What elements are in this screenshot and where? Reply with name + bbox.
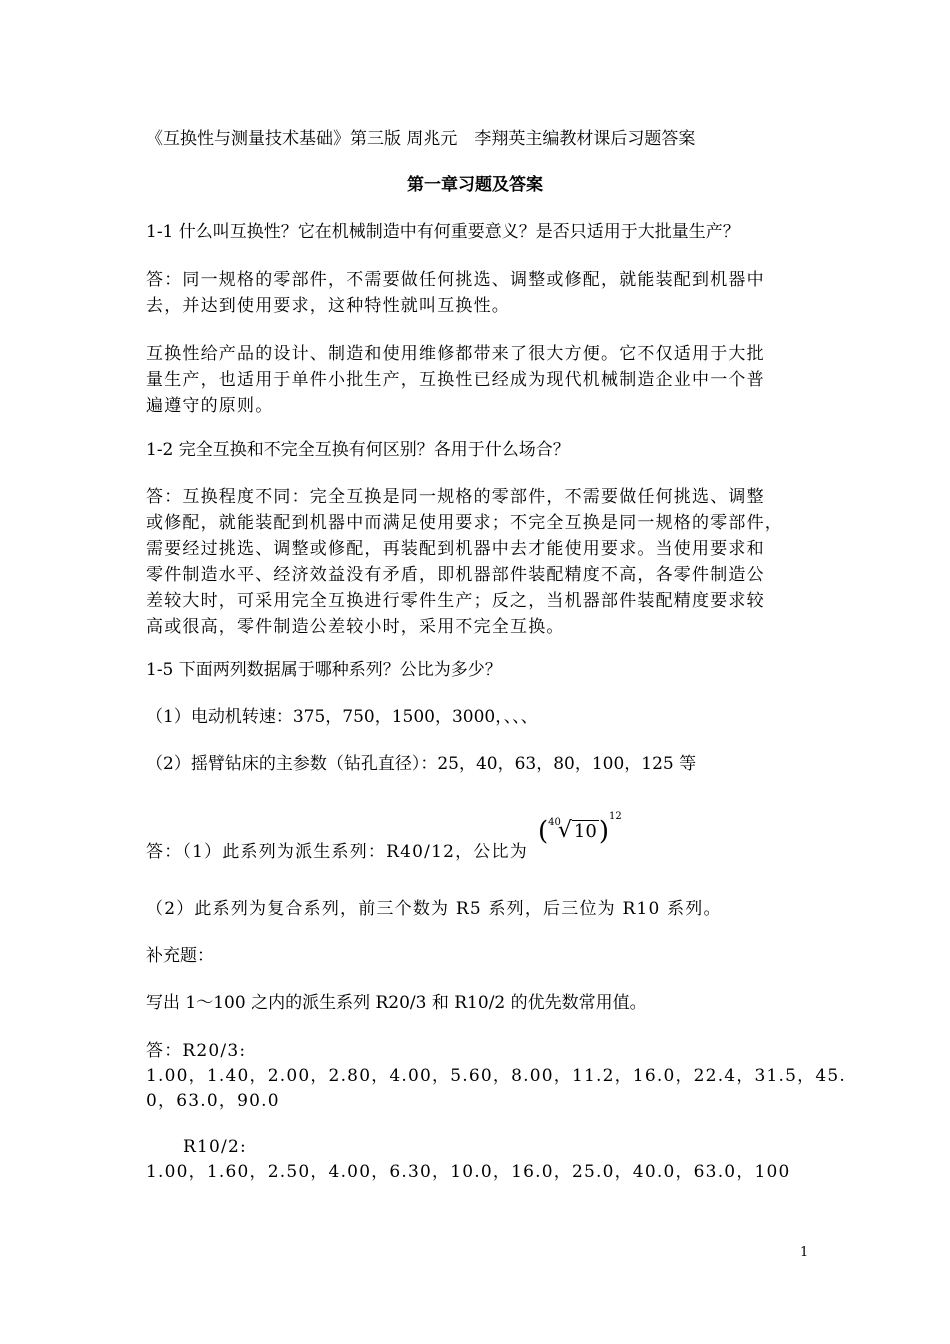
chapter-title: 第一章习题及答案 <box>407 175 543 195</box>
r10-values-line: 1.00，1.60，2.50，4.00，6.30，10.0，16.0，25.0，40.0，63.0，100 <box>146 1162 791 1182</box>
page-number: 1 <box>800 1245 809 1260</box>
answer-1-5-part-1: 答：（1）此系列为派生系列：R40/12，公比为 <box>146 842 528 862</box>
supplement-question: 写出 1～100 之内的派生系列 R20/3 和 R10/2 的优先数常用值。 <box>146 993 647 1013</box>
answer-1-2-line-4: 零件制造水平、经济效益没有矛盾，即机器部件装配精度不高，各零件制造公 <box>146 565 765 585</box>
question-1-5-item-1: （1）电动机转速：375，750，1500，3000，、、、 <box>146 707 538 727</box>
question-1-2: 1-2 完全互换和不完全互换有何区别？各用于什么场合？ <box>146 440 570 460</box>
answer-1-5-part-2: （2）此系列为复合系列，前三个数为 R5 系列，后三位为 R10 系列。 <box>146 899 722 919</box>
formula-right-paren: ) <box>598 816 609 847</box>
answer-1-2-line-3: 需要经过挑选、调整或修配，再装配到机器中去才能使用要求。当使用要求和 <box>146 539 765 559</box>
answer-1-2-line-5: 差较大时，可采用完全互换进行零件生产；反之，当机器部件装配精度要求较 <box>146 591 765 611</box>
answer-1-2-line-2: 或修配，就能装配到机器中而满足使用要求；不完全互换是同一规格的零部件， <box>146 513 783 533</box>
formula-exponent: 12 <box>608 811 622 822</box>
supplement-heading: 补充题： <box>146 946 214 966</box>
question-1-1: 1-1 什么叫互换性？它在机械制造中有何重要意义？是否只适用于大批量生产？ <box>146 222 740 242</box>
formula-left-paren: ( <box>538 816 549 847</box>
formula-radicand: 10 <box>573 821 597 842</box>
radical-sign-icon: √ <box>557 818 572 843</box>
paragraph-1-1-line-3: 遍遵守的原则。 <box>146 396 274 416</box>
answer-1-2-line-1: 答：互换程度不同：完全互换是同一规格的零部件，不需要做任何挑选、调整 <box>146 487 765 507</box>
r10-label: R10/2: <box>183 1137 247 1157</box>
question-1-5: 1-5 下面两列数据属于哪种系列？公比为多少？ <box>146 660 502 680</box>
formula-root-index: 40 <box>548 817 561 828</box>
question-1-5-item-2: （2）摇臂钻床的主参数（钻孔直径）：25，40，63，80，100，125 等 <box>146 754 697 774</box>
supplement-answer-label: 答：R20/3: <box>146 1041 247 1061</box>
answer-1-1-line-2: 去，并达到使用要求，这种特性就叫互换性。 <box>146 296 510 316</box>
answer-1-2-line-6: 高或很高，零件制造公差较小时，采用不完全互换。 <box>146 617 565 637</box>
answer-1-1-line-1: 答：同一规格的零部件，不需要做任何挑选、调整或修配，就能装配到机器中 <box>146 270 765 290</box>
r20-values-line-1: 1.00，1.40，2.00，2.80，4.00，5.60，8.00，11.2，16.0，22.4，31.5，45. <box>146 1066 847 1086</box>
ratio-formula <box>538 800 622 849</box>
paragraph-1-1-line-2: 量生产，也适用于单件小批生产，互换性已经成为现代机械制造企业中一个普 <box>146 370 765 390</box>
r20-values-line-2: 0，63.0，90.0 <box>146 1091 280 1111</box>
document-title: 《互换性与测量技术基础》第三版 周兆元 李翔英主编教材课后习题答案 <box>146 129 696 149</box>
paragraph-1-1-line-1: 互换性给产品的设计、制造和使用维修都带来了很大方便。它不仅适用于大批 <box>146 344 765 364</box>
